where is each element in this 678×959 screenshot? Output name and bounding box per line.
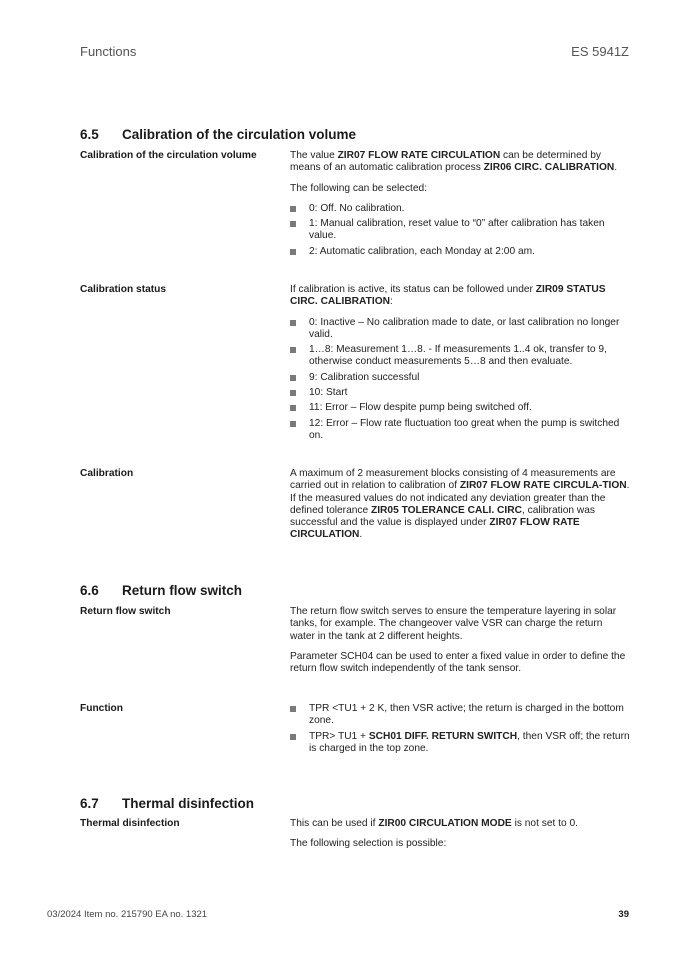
- bullet-list: [290, 203, 630, 258]
- square-bullet-icon: [290, 221, 296, 227]
- paragraph: The following selection is possible:: [290, 838, 447, 850]
- bullet-list: [290, 703, 630, 755]
- square-bullet-icon: [290, 706, 296, 712]
- section-6-7-heading: [80, 796, 254, 811]
- margin-label: Calibration status: [80, 284, 167, 295]
- list-item: 9: Calibration successful: [290, 372, 630, 384]
- section-number: 6.7: [80, 796, 99, 811]
- body-thermal-disinfection: [290, 818, 630, 859]
- list-item: 11: Error – Flow despite pump being switched off.: [290, 402, 630, 414]
- body-return-flow-switch: [290, 606, 630, 683]
- paragraph: This can be used if ZIR00 CIRCULATION MODE is not set to 0.: [290, 818, 578, 829]
- list-item: 2: Automatic calibration, each Monday at 2:00 am.: [290, 246, 630, 258]
- list-item: TPR <TU1 + 2 K, then VSR active; the return is charged in the bottom zone.: [290, 703, 630, 728]
- square-bullet-icon: [290, 734, 296, 740]
- list-item: 0: Off. No calibration.: [290, 203, 630, 215]
- body-function: [290, 703, 630, 758]
- paragraph: Parameter SCH04 can be used to enter a fixed value in order to define the return flow switch independently of the tank sensor.: [290, 650, 626, 675]
- paragraph: A maximum of 2 measurement blocks consisting of 4 measurements are carried out in relation to calibration of ZIR07 FLOW RATE CIRCULA-TION. If the measured values do not indicated any deviation greater than the defined tolerance ZIR05 TOLERANCE CALI. CIRC, calibration was successful and the value is displayed under ZIR07 FLOW RATE CIRCULATION.: [290, 468, 630, 541]
- list-item: 0: Inactive – No calibration made to date, or last calibration no longer valid.: [290, 317, 630, 342]
- list-item: 10: Start: [290, 387, 630, 399]
- square-bullet-icon: [290, 375, 296, 381]
- footer-doc-info: 03/2024 Item no. 215790 EA no. 1321: [47, 909, 208, 920]
- margin-label: Calibration of the circulation volume: [80, 150, 257, 161]
- margin-label: Return flow switch: [80, 606, 171, 617]
- list-item: 1: Manual calibration, reset value to “0” after calibration has taken value.: [290, 218, 630, 243]
- paragraph: The value ZIR07 FLOW RATE CIRCULATION can be determined by means of an automatic calibration process ZIR06 CIRC. CALIBRATION.: [290, 150, 618, 174]
- bullet-list: [290, 317, 630, 443]
- body-calibration-volume: [290, 150, 630, 261]
- paragraph: The following can be selected:: [290, 182, 428, 194]
- margin-label: Thermal disinfection: [80, 818, 180, 829]
- list-item: 1…8: Measurement 1…8. - If measurements 1..4 ok, transfer to 9, otherwise conduct measurements 5…8 and then evaluate.: [290, 344, 630, 369]
- paragraph: If calibration is active, its status can be followed under ZIR09 STATUS CIRC. CALIBRATION:: [290, 284, 606, 308]
- section-title: Thermal disinfection: [122, 796, 255, 811]
- page-number: 39: [618, 909, 629, 920]
- list-item: 12: Error – Flow rate fluctuation too great when the pump is switched on.: [290, 418, 630, 443]
- body-calibration-status: [290, 284, 630, 445]
- square-bullet-icon: [290, 390, 296, 396]
- square-bullet-icon: [290, 421, 296, 427]
- margin-label: Calibration: [80, 468, 134, 479]
- square-bullet-icon: [290, 320, 296, 326]
- section-number: 6.5: [80, 127, 99, 142]
- paragraph: The return flow switch serves to ensure the temperature layering in solar tanks, for example. The changeover valve VSR can charge the return water in the tank at 2 different heights.: [290, 606, 617, 642]
- square-bullet-icon: [290, 405, 296, 411]
- list-item: TPR> TU1 + SCH01 DIFF. RETURN SWITCH, then VSR off; the return is charged in the top zone.: [290, 731, 630, 756]
- section-title: Calibration of the circulation volume: [122, 127, 357, 142]
- square-bullet-icon: [290, 347, 296, 353]
- body-calibration: [290, 468, 630, 550]
- square-bullet-icon: [290, 249, 296, 255]
- section-6-5-heading: [80, 127, 356, 142]
- header-chapter: Functions: [80, 44, 137, 59]
- section-title: Return flow switch: [122, 583, 243, 598]
- square-bullet-icon: [290, 206, 296, 212]
- margin-label: Function: [80, 703, 124, 714]
- section-6-6-heading: [80, 583, 242, 598]
- section-number: 6.6: [80, 583, 99, 598]
- header-product: ES 5941Z: [571, 44, 629, 59]
